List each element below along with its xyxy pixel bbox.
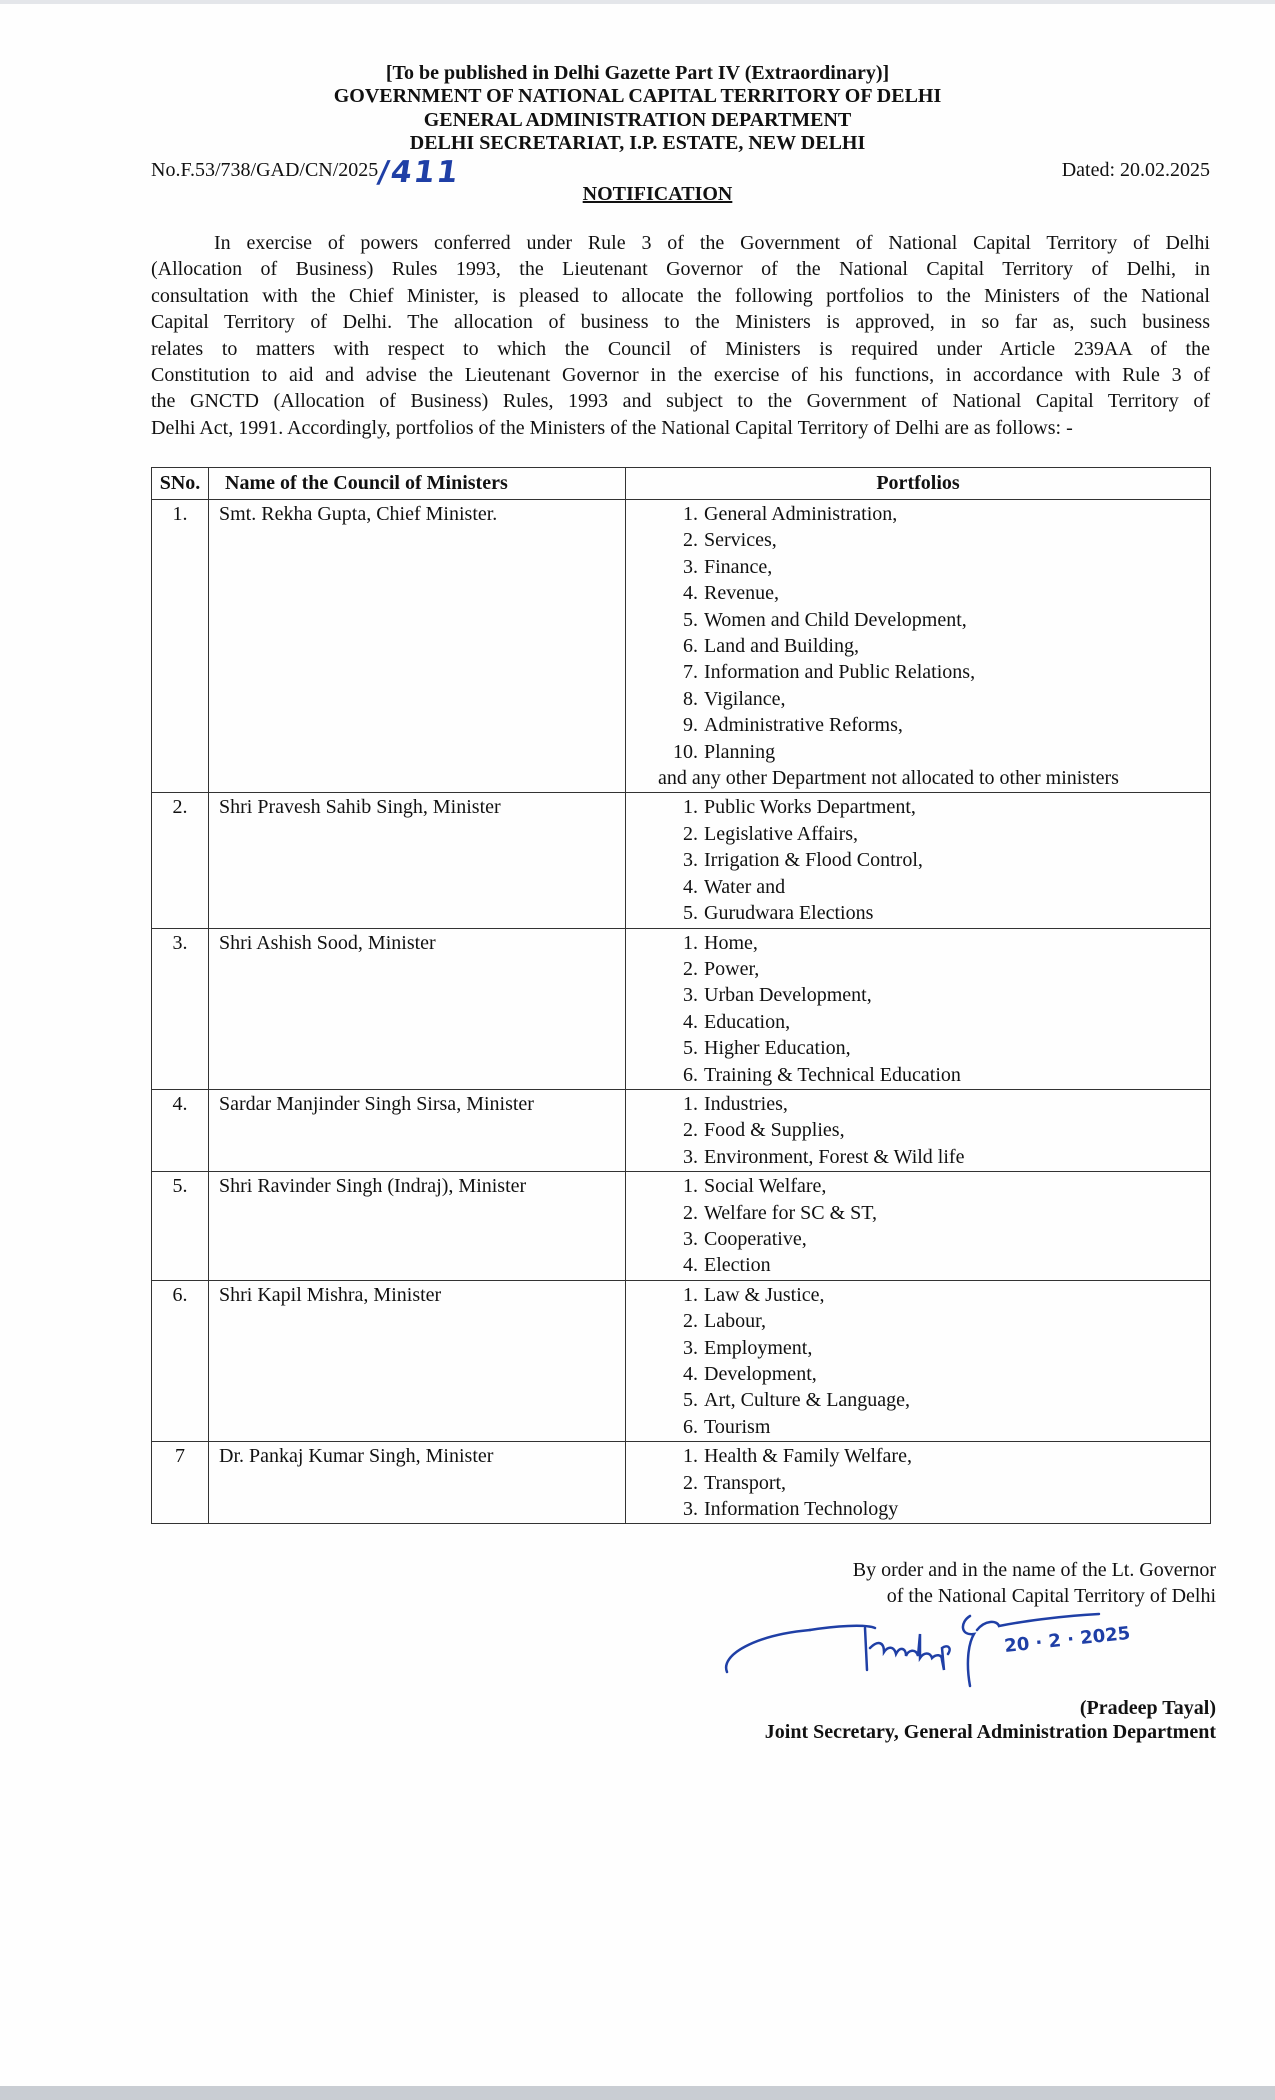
portfolio-label: Planning (704, 740, 776, 763)
portfolio-item (671, 1282, 1210, 1308)
portfolio-label: Legislative Affairs, (704, 822, 859, 845)
table-row (152, 1280, 1211, 1441)
portfolio-item (671, 1443, 1210, 1469)
portfolio-item (671, 1470, 1210, 1496)
minister-name: Dr. Pankaj Kumar Singh, Minister (209, 1442, 626, 1524)
portfolio-label: Transport, (704, 1471, 787, 1494)
portfolio-table (151, 467, 1211, 1524)
portfolio-label: Social Welfare, (704, 1175, 827, 1198)
handwritten-signature (715, 1600, 1215, 1690)
portfolio-list (626, 1089, 1211, 1171)
portfolio-label: Education, (704, 1010, 791, 1033)
portfolio-number: 3. (683, 849, 698, 872)
serial-number: 1. (152, 500, 209, 793)
portfolio-number: 5. (683, 1389, 698, 1412)
portfolio-item (671, 607, 1210, 633)
portfolio-item (671, 900, 1210, 926)
portfolio-number: 2. (683, 822, 698, 845)
portfolio-item (671, 1226, 1210, 1252)
portfolio-number: 10. (673, 740, 698, 763)
portfolio-number: 4. (683, 1010, 698, 1033)
serial-number: 6. (152, 1280, 209, 1441)
table-row (152, 928, 1211, 1089)
portfolio-label: Irrigation & Flood Control, (704, 849, 923, 872)
signatory-designation: Joint Secretary, General Administration Department (764, 1721, 1216, 1743)
body-line: Capital Territory of Delhi. The allocation of business to the Ministers is approved, in so far as, such business (151, 311, 1210, 334)
portfolio-label: Cooperative, (704, 1227, 807, 1250)
portfolio-number: 3. (683, 1498, 698, 1521)
portfolio-item (671, 712, 1210, 738)
dated: Dated: 20.02.2025 (1061, 159, 1210, 181)
portfolio-number: 1. (683, 1283, 698, 1306)
portfolio-item (671, 739, 1210, 765)
portfolio-number: 2. (683, 957, 698, 980)
portfolio-label: Finance, (704, 555, 773, 578)
portfolio-label: Election (704, 1254, 771, 1277)
minister-name: Shri Kapil Mishra, Minister (209, 1280, 626, 1441)
portfolio-list (626, 793, 1211, 928)
serial-number: 4. (152, 1089, 209, 1171)
office-address: DELHI SECRETARIAT, I.P. ESTATE, NEW DELHI (409, 132, 866, 154)
portfolio-label: Gurudwara Elections (704, 902, 874, 925)
portfolio-label: Power, (704, 957, 760, 980)
portfolio-item (671, 1200, 1210, 1226)
serial-number: 5. (152, 1172, 209, 1281)
serial-number: 2. (152, 793, 209, 928)
portfolio-number: 5. (683, 1037, 698, 1060)
table-row (152, 1172, 1211, 1281)
scan-edge-bottom (0, 2086, 1275, 2100)
scan-edge-top (0, 0, 1275, 4)
portfolio-item (671, 1496, 1210, 1522)
portfolio-label: Labour, (704, 1310, 766, 1333)
portfolio-label: Law & Justice, (704, 1283, 825, 1306)
portfolio-number: 2. (683, 1201, 698, 1224)
portfolio-label: General Administration, (704, 503, 898, 525)
portfolio-item (671, 686, 1210, 712)
header-minister: Name of the Council of Ministers (209, 468, 626, 500)
portfolio-item (671, 874, 1210, 900)
portfolio-number: 5. (683, 902, 698, 925)
portfolio-number: 4. (683, 1254, 698, 1277)
portfolio-item (671, 1252, 1210, 1278)
portfolio-label: Public Works Department, (704, 796, 916, 819)
notification-body (151, 230, 1210, 441)
body-line: relates to matters with respect to which the Council of Ministers is required under Article 239AA of the (151, 337, 1210, 360)
portfolio-item (671, 1091, 1210, 1117)
portfolio-number: 3. (683, 1336, 698, 1359)
table-row (152, 793, 1211, 928)
minister-name: Sardar Manjinder Singh Sirsa, Minister (209, 1089, 626, 1171)
portfolio-item (671, 1414, 1210, 1440)
portfolio-number: 3. (683, 984, 698, 1007)
portfolio-list (626, 500, 1211, 793)
order-line-1: By order and in the name of the Lt. Governor (852, 1559, 1216, 1581)
notification-title: NOTIFICATION (582, 183, 733, 205)
table-row (152, 500, 1211, 793)
portfolio-label: Information Technology (704, 1498, 899, 1521)
portfolio-number: 1. (683, 931, 698, 954)
portfolio-list (626, 1172, 1211, 1281)
portfolio-number: 2. (683, 529, 698, 552)
portfolio-number: 1. (683, 1445, 698, 1468)
portfolio-note: and any other Department not allocated to other ministers (658, 767, 1119, 790)
portfolio-number: 2. (683, 1119, 698, 1142)
portfolio-label: Food & Supplies, (704, 1119, 845, 1142)
portfolio-number: 6. (683, 1063, 698, 1086)
government-name: GOVERNMENT OF NATIONAL CAPITAL TERRITORY OF DELHI (333, 85, 942, 107)
portfolio-item (671, 1173, 1210, 1199)
portfolio-item (671, 1117, 1210, 1143)
handwritten-number: /411 (375, 155, 463, 190)
header-sno: SNo. (152, 468, 209, 500)
portfolio-label: Revenue, (704, 582, 779, 605)
portfolio-number: 4. (683, 582, 698, 605)
portfolio-label: Tourism (704, 1415, 771, 1438)
portfolio-label: Higher Education, (704, 1037, 851, 1060)
portfolio-number: 5. (683, 608, 698, 631)
table-row (152, 1442, 1211, 1524)
portfolio-item (671, 1009, 1210, 1035)
portfolio-number: 4. (683, 1363, 698, 1385)
portfolio-number: 1. (683, 503, 698, 525)
portfolio-item (671, 554, 1210, 580)
portfolio-number: 6. (683, 1415, 698, 1438)
portfolio-item (671, 956, 1210, 982)
portfolio-list (626, 928, 1211, 1089)
portfolio-number: 8. (683, 687, 698, 710)
portfolio-item (671, 659, 1210, 685)
portfolio-label: Training & Technical Education (704, 1063, 961, 1086)
portfolio-label: Health & Family Welfare, (704, 1445, 912, 1468)
portfolio-label: Administrative Reforms, (704, 714, 903, 737)
portfolio-label: Services, (704, 529, 777, 552)
portfolio-item (671, 847, 1210, 873)
portfolio-number: 9. (683, 714, 698, 737)
body-line: the GNCTD (Allocation of Business) Rules, 1993 and subject to the Government of National Capital Territory of (151, 390, 1210, 413)
serial-number: 3. (152, 928, 209, 1089)
portfolio-number: 1. (683, 796, 698, 819)
signatory-name: (Pradeep Tayal) (1079, 1697, 1216, 1719)
portfolio-label: Women and Child Development, (704, 608, 967, 631)
minister-name: Smt. Rekha Gupta, Chief Minister. (209, 500, 626, 793)
table-header-row (152, 468, 1211, 500)
portfolio-label: Environment, Forest & Wild life (704, 1145, 965, 1168)
portfolio-number: 3. (683, 555, 698, 578)
portfolio-label: Home, (704, 931, 758, 954)
portfolio-number: 3. (683, 1145, 698, 1168)
portfolio-item (671, 1144, 1210, 1170)
minister-name: Shri Ravinder Singh (Indraj), Minister (209, 1172, 626, 1281)
body-line: (Allocation of Business) Rules 1993, the Lieutenant Governor of the National Capital Territory of Delhi, in (151, 258, 1210, 281)
portfolio-label: Vigilance, (704, 687, 786, 710)
portfolio-label: Employment, (704, 1336, 813, 1359)
body-line: In exercise of powers conferred under Rule 3 of the Government of National Capital Territory of Delhi (214, 232, 1210, 254)
portfolio-item (671, 1062, 1210, 1088)
portfolio-label: Industries, (704, 1092, 788, 1115)
order-line-2: of the National Capital Territory of Delhi (886, 1585, 1216, 1607)
portfolio-item (671, 1308, 1210, 1334)
portfolio-label: Information and Public Relations, (704, 661, 976, 684)
table-row (152, 1089, 1211, 1171)
portfolio-item (671, 794, 1210, 820)
portfolio-number: 1. (683, 1175, 698, 1198)
body-line: Constitution to aid and advise the Lieutenant Governor in the exercise of his functions, in accordance with Rule 3 of (151, 363, 1210, 386)
portfolio-item (671, 501, 1210, 527)
portfolio-label: Welfare for SC & ST, (704, 1201, 877, 1224)
portfolio-item (671, 1035, 1210, 1061)
portfolio-number: 2. (683, 1310, 698, 1333)
portfolio-number: 6. (683, 635, 698, 658)
portfolio-item (671, 527, 1210, 553)
body-line: Delhi Act, 1991. Accordingly, portfolios of the Ministers of the National Capital Territory of Delhi are as follows: - (151, 416, 1073, 439)
portfolio-number: 3. (683, 1227, 698, 1250)
portfolio-number: 7. (683, 661, 698, 684)
minister-name: Shri Ashish Sood, Minister (209, 928, 626, 1089)
portfolio-item (671, 633, 1210, 659)
portfolio-list (626, 1442, 1211, 1524)
body-line: consultation with the Chief Minister, is pleased to allocate the following portfolios to the Ministers of the National (151, 284, 1210, 307)
portfolio-item (671, 1335, 1210, 1361)
serial-number: 7 (152, 1442, 209, 1524)
portfolio-item (671, 1361, 1210, 1387)
portfolio-number: 1. (683, 1092, 698, 1115)
portfolio-label: Water and (704, 875, 786, 898)
portfolio-list (626, 1280, 1211, 1441)
header-portfolios: Portfolios (626, 468, 1211, 500)
portfolio-item (671, 982, 1210, 1008)
gazette-note: [To be published in Delhi Gazette Part IV (Extraordinary)] (385, 62, 890, 84)
portfolio-label: Development, (704, 1363, 817, 1385)
department-name: GENERAL ADMINISTRATION DEPARTMENT (423, 109, 852, 131)
portfolio-item (671, 580, 1210, 606)
minister-name: Shri Pravesh Sahib Singh, Minister (209, 793, 626, 928)
portfolio-label: Urban Development, (704, 984, 872, 1007)
file-number: No.F.53/738/GAD/CN/2025 (151, 159, 379, 181)
portfolio-item (671, 821, 1210, 847)
portfolio-number: 2. (683, 1471, 698, 1494)
portfolio-item (671, 930, 1210, 956)
portfolio-label: Art, Culture & Language, (704, 1389, 911, 1412)
portfolio-label: Land and Building, (704, 635, 859, 658)
portfolio-number: 4. (683, 875, 698, 898)
portfolio-item (671, 1387, 1210, 1413)
svg-text:20 · 2 · 2025: 20 · 2 · 2025 (1003, 1622, 1132, 1657)
